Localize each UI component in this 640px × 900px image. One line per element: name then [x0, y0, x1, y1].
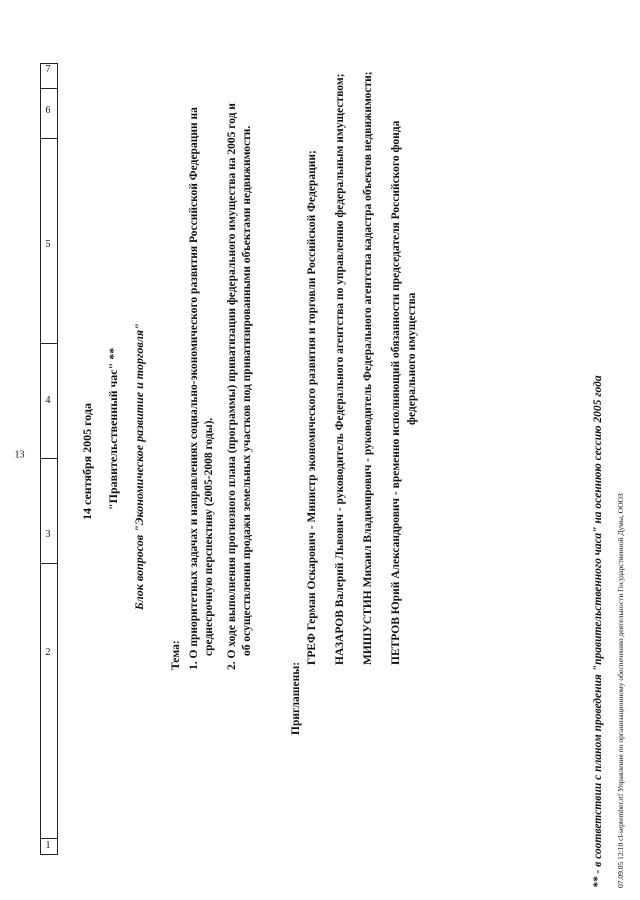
topic-item-1-line-2: среднесрочную перспективу (2005-2008 годы). [203, 417, 215, 656]
column-number: 7 [45, 64, 51, 75]
column-divider [41, 563, 57, 564]
invited-person-petrov: ПЕТРОВ Юрий Александрович - временно исполняющий обязанности председателя Российского фонда [390, 120, 402, 665]
invited-person-mishustin: МИШУСТИН Михаил Владимирович - руководитель Федерального агентства кадастра объектов недвижимости; [362, 71, 374, 665]
topic-item-1-line-1: 1. О приоритетных задачах и направлениях социально-экономического развития Российской Федерации на [188, 107, 200, 670]
column-number: 5 [45, 239, 51, 250]
invited-person-petrov-line-2: федерального имущества [406, 292, 418, 425]
invited-label: Приглашены: [290, 661, 302, 735]
meeting-date: 14 сентября 2005 года [80, 403, 94, 520]
footnote: ** - в соответствии с планом проведения "правительственного часа" на осеннюю сессию 2005 года [592, 375, 604, 888]
column-divider [41, 343, 57, 344]
column-divider [41, 88, 57, 89]
session-title: "Правительственный час" ** [106, 347, 120, 510]
column-number: 3 [45, 529, 51, 540]
topic-item-2-line-2: об осуществлении продажи земельных участков под приватизированными объектами недвижимости. [241, 125, 253, 656]
column-number-strip [40, 63, 58, 855]
column-number: 1 [45, 840, 51, 851]
column-number: 6 [45, 105, 51, 116]
topic-label: Тема: [170, 640, 182, 670]
file-footer: 07.09.05 12:10 cl-september.rtf Управление по организационному обеспечению деятельности Государственной Думы, ООО3 [616, 493, 625, 888]
column-divider [41, 138, 57, 139]
invited-person-nazarov: НАЗАРОВ Валерий Львович - руководитель Федерального агентства по управлению федеральным имуществом; [334, 73, 346, 665]
column-divider [41, 458, 57, 459]
question-block-title: Блок вопросов "Экономическое развитие и торговля" [132, 323, 146, 610]
column-number: 2 [45, 647, 51, 658]
column-number: 4 [45, 395, 51, 406]
topic-item-2-line-1: 2. О ходе выполнения прогнозного плана (программы) приватизации федерального имущества на 2005 год и [226, 103, 238, 670]
invited-person-gref: ГРЕФ Герман Оскарович - Министр экономического развития и торговли Российской Федерации; [306, 150, 318, 665]
page-number: 13 [14, 449, 25, 461]
